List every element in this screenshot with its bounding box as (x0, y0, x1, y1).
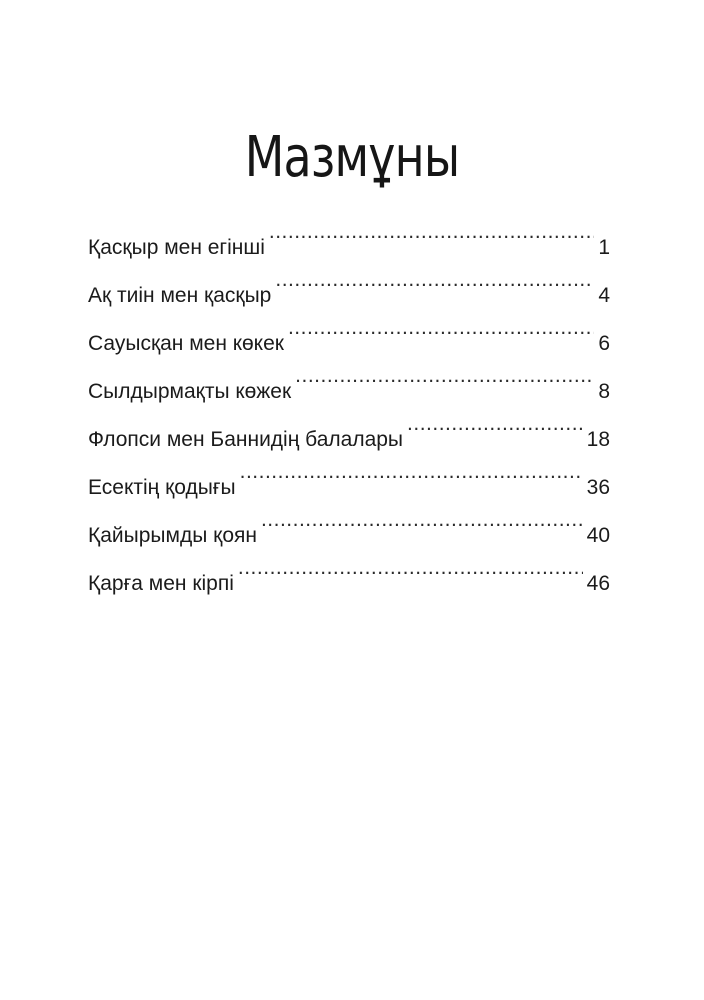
toc-entry-page: 6 (598, 332, 610, 355)
toc-entry-title: Қайырымды қоян (88, 524, 257, 547)
toc-entry-page: 36 (586, 476, 610, 499)
toc-entry-page: 46 (586, 572, 610, 595)
toc-leader-dots (261, 494, 583, 542)
toc-leader-dots (275, 254, 594, 302)
toc-entry-page: 4 (598, 284, 610, 307)
toc-leader-dots (295, 350, 594, 398)
toc-leader-dots (407, 398, 583, 446)
toc-entry-title: Қасқыр мен егінші (88, 236, 265, 259)
toc-entry (88, 206, 610, 259)
toc-entry-page: 8 (598, 380, 610, 403)
toc-entry-page: 40 (586, 524, 610, 547)
toc-entry-page: 1 (598, 236, 610, 259)
toc-entry-title: Ақ тиін мен қасқыр (88, 284, 272, 307)
toc-leader-dots (240, 446, 583, 494)
toc-entry-title: Қарға мен кірпі (88, 572, 234, 595)
table-of-contents (88, 206, 610, 595)
toc-entry-title: Сауысқан мен көкек (88, 332, 284, 355)
toc-entry-title: Флопси мен Баннидің балалары (88, 428, 404, 451)
page-title: Мазмұны (244, 124, 460, 190)
toc-entry-title: Есектің қодығы (88, 476, 236, 499)
toc-leader-dots (238, 542, 583, 590)
toc-entry-title: Сылдырмақты көжек (88, 380, 292, 403)
toc-leader-dots (269, 206, 594, 254)
toc-entry-page: 18 (586, 428, 610, 451)
toc-leader-dots (288, 302, 594, 350)
